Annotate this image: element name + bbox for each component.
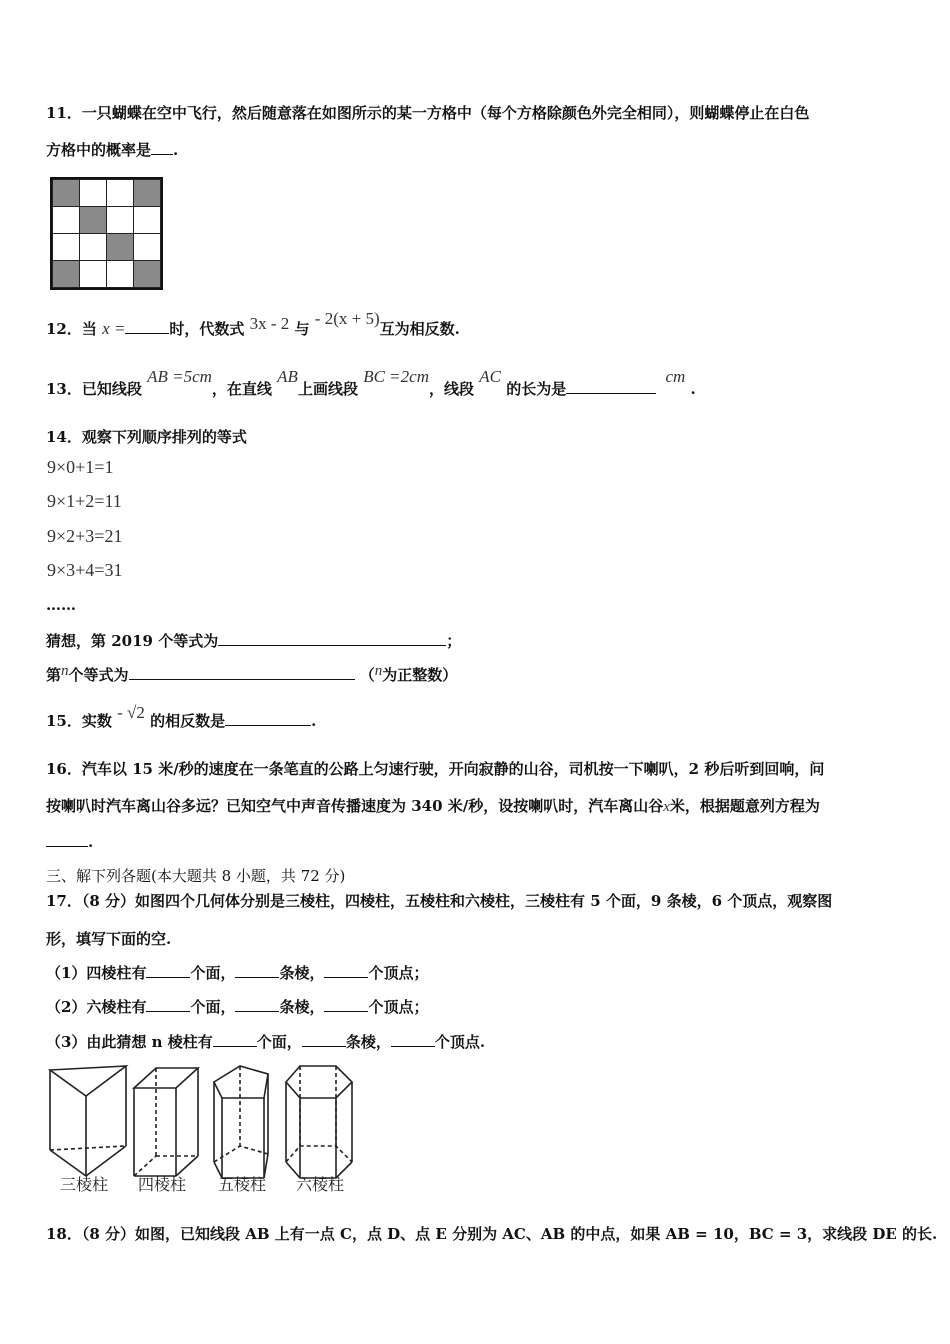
grid-table (52, 179, 161, 288)
q17-sub3-edges: 条棱， (345, 1033, 391, 1051)
triangular-prism-shape (50, 1066, 126, 1176)
q13-unit: cm (665, 367, 686, 386)
q13-bc: BC =2cm (363, 367, 429, 386)
label-triangular-prism: 三棱柱 (60, 1175, 109, 1194)
q17-sub1-edges-blank[interactable] (235, 963, 279, 978)
q16-answer-blank[interactable] (46, 832, 88, 847)
q17-sub3-edges-blank[interactable] (302, 1032, 346, 1047)
q11-answer-blank[interactable] (151, 140, 173, 155)
q16-x: x (663, 799, 670, 815)
q15-end: . (311, 712, 317, 730)
pentagonal-prism-shape (214, 1066, 268, 1178)
q13-prefix: 13．已知线段 (46, 380, 142, 398)
q12-expr2: - 2(x + 5) (314, 309, 380, 328)
q14-nth (46, 664, 457, 685)
butterfly-grid (50, 177, 163, 290)
grid-cell-gray (53, 180, 80, 207)
grid-cell-white (53, 207, 80, 234)
grid-cell-white (80, 234, 107, 261)
hexagonal-prism-shape (286, 1066, 352, 1178)
q13-mid4: 的长为是 (506, 380, 567, 398)
q17-sub1-faces-blank[interactable] (146, 963, 190, 978)
grid-cell-white (107, 261, 134, 288)
grid-cell-gray (134, 180, 161, 207)
q13-line (46, 367, 696, 399)
q14-guess-blank[interactable] (218, 631, 446, 646)
q17-line2: 形，填写下面的空. (46, 930, 172, 948)
q14-eq-4: 9×3+4=31 (47, 560, 123, 580)
q17-sub3-verts-blank[interactable] (391, 1032, 435, 1047)
section3-title: 三、解下列各题(本大题共 8 小题，共 72 分) (46, 867, 346, 885)
grid-cell-white (134, 207, 161, 234)
q12-var: x = (102, 319, 126, 338)
q13-mid1: ，在直线 (211, 380, 272, 398)
q16-end: . (88, 833, 94, 851)
q11-line1: 11．一只蝴蝶在空中飞行，然后随意落在如图所示的某一方格中（每个方格除颜色外完全相同），则蝴蝶停止在白色 (46, 104, 810, 122)
q17-sub1 (46, 962, 429, 983)
q14-ellipsis: …… (46, 596, 76, 614)
q17-sub2-edges: 条棱， (279, 998, 325, 1016)
q17-sub3-faces: 个面， (256, 1033, 302, 1051)
grid-cell-gray (107, 234, 134, 261)
q12-mid2: 与 (294, 320, 310, 338)
grid-cell-white (80, 180, 107, 207)
q17-sub2-edges-blank[interactable] (235, 997, 279, 1012)
q18-line: 18．（8 分）如图，已知线段 AB 上有一点 C，点 D、点 E 分别为 AC、AB 的中点，如果 AB = 10，BC = 3，求线段 DE 的长. (46, 1225, 938, 1243)
q14-n: n (61, 663, 69, 679)
q16-line2a: 按喇叭时汽车离山谷多远？已知空气中声音传播速度为 340 米/秒，设按喇叭时，汽车离山谷 (46, 797, 664, 815)
q13-mid3: ，线段 (428, 380, 474, 398)
grid-row (53, 207, 161, 234)
q11-end: . (173, 141, 179, 159)
q17-sub1-edges: 条棱， (279, 964, 325, 982)
q12-prefix: 12．当 (46, 320, 97, 338)
grid-row (53, 180, 161, 207)
q17-sub2-verts: 个顶点； (368, 998, 429, 1016)
q13-ac: AC (479, 367, 501, 386)
grid-cell-white (134, 234, 161, 261)
grid-cell-gray (134, 261, 161, 288)
q17-sub2-prefix: （2）六棱柱有 (46, 998, 147, 1016)
q15-mid: 的相反数是 (150, 712, 226, 730)
label-quadrilateral-prism: 四棱柱 (138, 1175, 187, 1194)
q17-sub3-faces-blank[interactable] (213, 1032, 257, 1047)
q12-suffix: 互为相反数. (379, 320, 460, 338)
q14-eq-1: 9×0+1=1 (47, 457, 114, 477)
q17-sub2-verts-blank[interactable] (324, 997, 368, 1012)
q17-sub2 (46, 996, 429, 1017)
q12-expr1: 3x - 2 (249, 314, 290, 333)
q13-ab2: AB (277, 367, 298, 386)
q17-line1: 17．（8 分）如图四个几何体分别是三棱柱，四棱柱，五棱柱和六棱柱，三棱柱有 5 个面，9 条棱，6 个顶点，观察图 (46, 892, 833, 910)
q15-line (46, 703, 317, 731)
q14-paren-open: （ (359, 666, 375, 684)
q17-sub3-verts: 个顶点. (434, 1033, 486, 1051)
grid-cell-white (53, 234, 80, 261)
grid-cell-white (107, 207, 134, 234)
q14-paren-rest: 为正整数） (382, 666, 458, 684)
q14-nth-mid: 个等式为 (68, 666, 129, 684)
q15-prefix: 15．实数 (46, 712, 112, 730)
q17-sub3 (46, 1031, 485, 1052)
q11-line2 (46, 139, 178, 160)
q16-line2b: 米，根据题意列方程为 (669, 797, 820, 815)
grid-cell-white (80, 261, 107, 288)
q16-line3 (46, 832, 93, 851)
q16-line1: 16．汽车以 15 米/秒的速度在一条笔直的公路上匀速行驶，开向寂静的山谷，司机按一下喇叭，2 秒后听到回响，问 (46, 760, 825, 778)
q14-eq-2: 9×1+2=11 (47, 491, 122, 511)
grid-row (53, 234, 161, 261)
q14-eq-3: 9×2+3=21 (47, 526, 123, 546)
q17-sub2-faces-blank[interactable] (146, 997, 190, 1012)
q14-paren-n: n (374, 663, 383, 679)
grid-row (53, 261, 161, 288)
q17-sub1-faces: 个面， (190, 964, 236, 982)
grid-cell-white (107, 180, 134, 207)
q14-guess-end: ； (446, 632, 462, 650)
label-hexagonal-prism: 六棱柱 (296, 1175, 345, 1194)
q12-answer-blank[interactable] (125, 319, 169, 334)
q11-line2-text: 方格中的概率是 (46, 141, 152, 159)
q17-sub1-verts-blank[interactable] (324, 963, 368, 978)
q17-sub2-faces: 个面， (190, 998, 236, 1016)
q14-nth-prefix: 第 (46, 666, 62, 684)
q15-answer-blank[interactable] (225, 711, 311, 726)
quadrilateral-prism-shape (134, 1068, 198, 1176)
q14-guess-prefix: 猜想，第 2019 个等式为 (46, 632, 219, 650)
q14-guess (46, 630, 461, 651)
q13-end: . (690, 380, 696, 398)
label-pentagonal-prism: 五棱柱 (218, 1175, 267, 1194)
grid-cell-gray (53, 261, 80, 288)
q13-mid2: 上画线段 (297, 380, 358, 398)
q14-nth-blank[interactable] (129, 665, 355, 680)
q13-ab: AB =5cm (147, 367, 212, 386)
q17-sub1-prefix: （1）四棱柱有 (46, 964, 147, 982)
q17-sub3-prefix: （3）由此猜想 n 棱柱有 (46, 1033, 213, 1051)
q13-answer-blank[interactable] (566, 379, 656, 394)
q16-line2 (46, 795, 820, 816)
q17-sub1-verts: 个顶点； (368, 964, 429, 982)
grid-cell-gray (80, 207, 107, 234)
q12-line (46, 309, 460, 339)
q15-expr: - √2 (117, 703, 145, 722)
q14-title: 14．观察下列顺序排列的等式 (46, 428, 247, 446)
q12-mid1: 时，代数式 (169, 320, 245, 338)
